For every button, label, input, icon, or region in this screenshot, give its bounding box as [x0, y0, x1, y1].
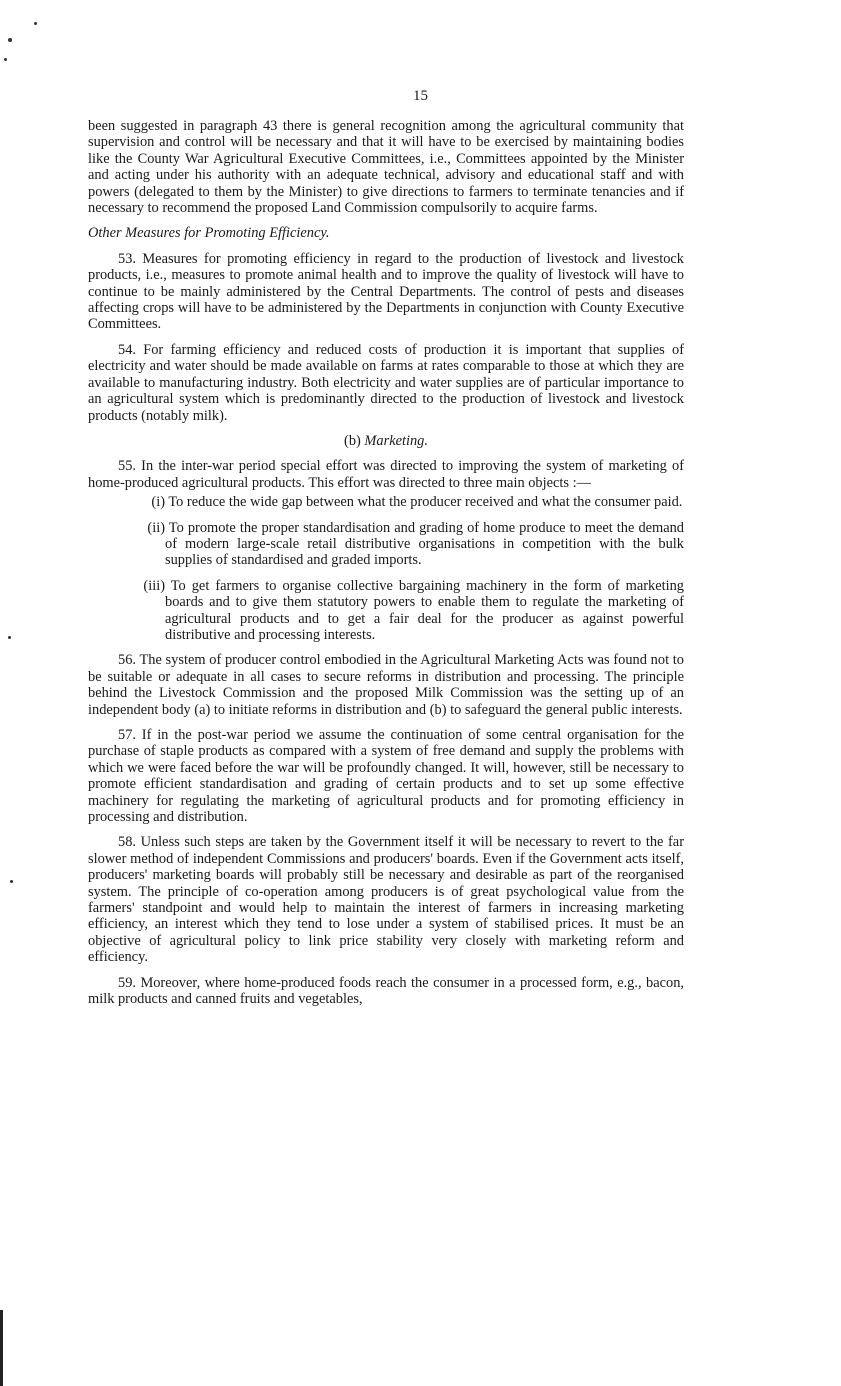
- section-heading-marketing: [88, 433, 684, 449]
- binding-edge-mark: [0, 1310, 3, 1386]
- paragraph-continuation: been suggested in paragraph 43 there is general recognition among the agricultural community that supervision and control will be necessary and that it will have to be exercised by maintaining bodies like the County War Agricultural Executive Committees, i.e., Committees appointed by the Minister and acting under his authority with an adequate technical, advisory and educational staff and with powers (delegated to them by the Minister) to give directions to farmers to terminate tenancies and if necessary to recommend the proposed Land Commission compulsorily to acquire farms.: [88, 118, 684, 217]
- list-item-text: To get farmers to organise collective bargaining machinery in the form of marketing boards and to give them statutory powers to enable them to regulate the marketing of agricultural products and to get a fair deal for the producer as against powerful distributive and processing interests.: [165, 577, 684, 643]
- list-item-numeral: (i): [151, 494, 165, 511]
- scan-speck: [8, 38, 12, 42]
- list-item: [88, 578, 684, 644]
- section-title: Marketing.: [364, 432, 428, 449]
- scan-speck: [8, 636, 11, 639]
- paragraph-56: 56. The system of producer control embodied in the Agricultural Marketing Acts was found not to be suitable or adequate in all cases to secure reforms in distribution and processing. The principle behind the Livestock Commission and the proposed Milk Commission was the setting up of an independent body (a) to initiate reforms in distribution and (b) to safeguard the general public interests.: [88, 652, 684, 718]
- list-item: [88, 494, 684, 510]
- list-item: [88, 520, 684, 569]
- paragraph-57: 57. If in the post-war period we assume the continuation of some central organisation for the purchase of staple products as compared with a system of free demand and supply the problems with which we were faced before the war will be profoundly changed. It will, however, still be necessary to promote efficient standardisation and grading of certain products and to set up some effective machinery for regulating the marketing of agricultural products and for promoting efficiency in processing and distribution.: [88, 727, 684, 826]
- paragraph-55: 55. In the inter-war period special effort was directed to improving the system of marketing of home-produced agricultural products. This effort was directed to three main objects :—: [88, 458, 684, 491]
- page-number: 15: [413, 88, 428, 104]
- list-item-text: To promote the proper standardisation and grading of home produce to meet the demand of modern large-scale retail distributive organisations in competition with the bulk supplies of standardised and graded imports.: [165, 519, 684, 569]
- scan-speck: [10, 880, 13, 883]
- section-prefix: (b): [344, 432, 361, 449]
- paragraph-58: 58. Unless such steps are taken by the Government itself it will be necessary to revert to the far slower method of independent Commissions and producers' boards. Even if the Government acts itself, producers' marketing boards will probably still be necessary and desirable as part of the reorganised system. The principle of co-operation among producers is of great psychological value from the farmers' standpoint and would help to maintain the interest of farmers in increasing marketing efficiency, an interest which they tend to lose under a system of stabilised prices. It must be an objective of agricultural policy to link price stability very closely with marketing reform and efficiency.: [88, 834, 684, 966]
- scan-speck: [4, 58, 7, 61]
- list-item-numeral: (ii): [147, 519, 165, 536]
- list-item-numeral: (iii): [143, 577, 165, 594]
- subheading-other-measures: Other Measures for Promoting Efficiency.: [88, 225, 330, 242]
- page-body: [88, 118, 684, 1017]
- paragraph-53: 53. Measures for promoting efficiency in regard to the production of livestock and livestock products, i.e., measures to promote animal health and to improve the quality of livestock will have to continue to be mainly administered by the Central Departments. The control of pests and diseases affecting crops will have to be administered by the Departments in conjunction with County Executive Committees.: [88, 250, 684, 333]
- paragraph-54: 54. For farming efficiency and reduced costs of production it is important that supplies of electricity and water should be made available on farms at rates comparable to those at which they are available to manufacturing industry. Both electricity and water supplies are of particular importance to an agricultural system which is predominantly directed to the production of livestock and livestock products (notably milk).: [88, 341, 684, 424]
- paragraph-59: 59. Moreover, where home-produced foods reach the consumer in a processed form, e.g., bacon, milk products and canned fruits and vegetables,: [88, 974, 684, 1008]
- scan-speck: [34, 22, 37, 25]
- list-item-text: To reduce the wide gap between what the producer received and what the consumer paid.: [168, 494, 683, 511]
